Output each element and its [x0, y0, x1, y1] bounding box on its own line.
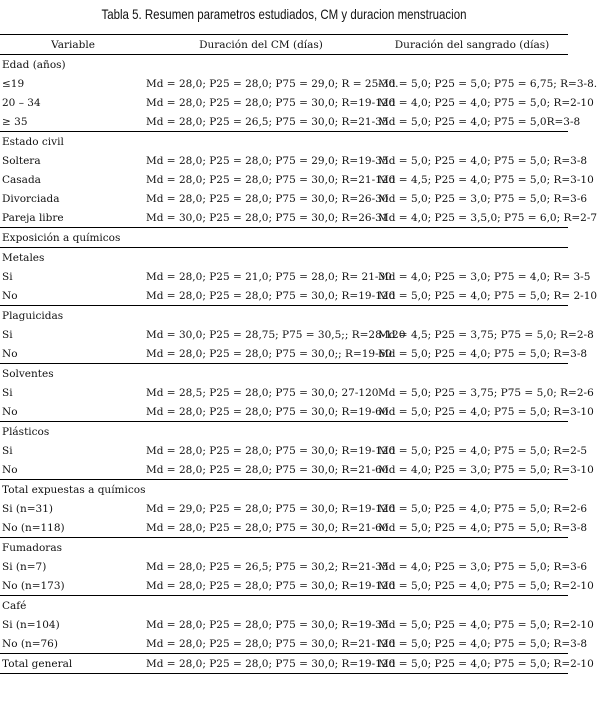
cell-cm-duration: Md = 28,0; P25 = 26,5; P75 = 30,2; R=21-35: [146, 560, 389, 573]
cell-variable: 20 – 34: [2, 96, 41, 109]
cell-variable: No: [2, 289, 18, 302]
cell-cm-duration: Md = 28,0; P25 = 28,0; P75 = 30,0; R=19-120: [146, 654, 376, 674]
cell-variable: Pareja libre: [2, 211, 64, 224]
cell-variable: Si: [2, 328, 13, 341]
table-row: [0, 344, 568, 364]
table-group-row: [0, 228, 568, 248]
cell-variable: Exposición a químicos: [0, 228, 146, 248]
cell-cm-duration: Md = 28,0; P25 = 28,0; P75 = 29,0; R=19-35: [146, 154, 389, 167]
cell-bleeding-duration: Md = 5,0; P25 = 4,0; P75 = 5,0; R=3-8: [378, 637, 588, 650]
cell-variable: Plaguicidas: [0, 306, 146, 326]
table-row: [0, 74, 568, 93]
cell-cm-duration: [146, 248, 376, 268]
cell-bleeding-duration: Md = 5,0; P25 = 3,75; P75 = 5,0; R=2-6: [378, 386, 594, 399]
table-row: [0, 383, 568, 402]
cell-variable: Plásticos: [0, 422, 146, 442]
cell-cm-duration: Md = 28,0; P25 = 28,0; P75 = 30,0; R=21-60: [146, 521, 389, 534]
cell-variable: Divorciada: [2, 192, 60, 205]
cell-bleeding-duration: Md = 5,0; P25 = 4,0; P75 = 5,0; R=3-8: [378, 347, 588, 360]
header-cm-duration: Duración del CM (días): [146, 35, 376, 55]
cell-bleeding-duration: Md = 4,0; P25 = 3,0; P75 = 5,0; R=3-6: [378, 560, 588, 573]
cell-cm-duration: [146, 228, 376, 248]
cell-cm-duration: [146, 596, 376, 616]
cell-cm-duration: Md = 28,0; P25 = 28,0; P75 = 30,0; R=19-120: [146, 444, 396, 457]
table-row: [0, 402, 568, 422]
cell-bleeding-duration: Md = 5,0; P25 = 4,0; P75 = 5,0; R=2-10: [376, 654, 568, 674]
table-row: [0, 499, 568, 518]
header-variable: Variable: [0, 35, 146, 55]
table-row: [0, 576, 568, 596]
cell-bleeding-duration: [376, 364, 568, 384]
cell-cm-duration: [146, 538, 376, 558]
cell-bleeding-duration: Md = 5,0; P25 = 4,0; P75 = 5,0; R=3-8: [378, 154, 588, 167]
table-row: [0, 286, 568, 306]
table-row: [0, 325, 568, 344]
cell-bleeding-duration: [376, 480, 568, 500]
table-body: [0, 55, 597, 674]
table-row: [0, 189, 568, 208]
table-row: [0, 441, 568, 460]
cell-cm-duration: Md = 28,0; P25 = 28,0; P75 = 30,0; R=26-30: [146, 192, 389, 205]
cell-bleeding-duration: [376, 422, 568, 442]
cell-cm-duration: [146, 55, 376, 75]
table-row: [0, 634, 568, 654]
table-group-row: [0, 364, 568, 384]
table-row: [0, 460, 568, 480]
cell-cm-duration: [146, 422, 376, 442]
table-row: [0, 151, 568, 170]
cell-cm-duration: Md = 28,0; P25 = 28,0; P75 = 30,0; R=19-120: [146, 289, 396, 302]
cell-variable: Si (n=104): [2, 618, 60, 631]
table-row: [0, 208, 568, 228]
cell-cm-duration: Md = 28,0; P25 = 28,0; P75 = 30,0; R=21-60: [146, 463, 389, 476]
cell-cm-duration: Md = 30,0; P25 = 28,0; P75 = 30,0; R=26-31: [146, 211, 389, 224]
cell-variable: No (n=76): [2, 637, 58, 650]
cell-bleeding-duration: [376, 228, 568, 248]
cell-cm-duration: Md = 28,0; P25 = 28,0; P75 = 30,0; R=19-60: [146, 405, 389, 418]
cell-bleeding-duration: Md = 4,5; P25 = 4,0; P75 = 5,0; R=3-10: [378, 173, 594, 186]
table-row: [0, 93, 568, 112]
cell-cm-duration: [146, 364, 376, 384]
header-row: [0, 35, 568, 55]
cell-bleeding-duration: Md = 4,5; P25 = 3,75; P75 = 5,0; R=2-8: [378, 328, 594, 341]
cell-variable: Estado civil: [0, 132, 146, 152]
cell-cm-duration: Md = 28,0; P25 = 26,5; P75 = 30,0; R=21-35: [146, 115, 389, 128]
table-group-row: [0, 654, 568, 674]
cell-bleeding-duration: [376, 538, 568, 558]
cell-bleeding-duration: Md = 4,0; P25 = 3,5,0; P75 = 6,0; R=2-7: [378, 211, 597, 224]
cell-variable: Fumadoras: [0, 538, 146, 558]
cell-bleeding-duration: Md = 4,0; P25 = 4,0; P75 = 5,0; R=2-10: [378, 96, 594, 109]
cell-cm-duration: Md = 28,0; P25 = 28,0; P75 = 30,0; R=19-35: [146, 618, 389, 631]
cell-cm-duration: Md = 30,0; P25 = 28,75; P75 = 30,5;; R=28-120: [146, 328, 406, 341]
cell-variable: No: [2, 347, 18, 360]
cell-bleeding-duration: [376, 55, 568, 75]
table-row: [0, 170, 568, 189]
cell-variable: Si (n=31): [2, 502, 54, 515]
table-row: [0, 112, 568, 132]
table-row: [0, 518, 568, 538]
cell-variable: Solventes: [0, 364, 146, 384]
cell-cm-duration: [146, 306, 376, 326]
cell-cm-duration: Md = 28,0; P25 = 21,0; P75 = 28,0; R= 21-30: [146, 270, 392, 283]
summary-table: [0, 34, 597, 674]
cell-bleeding-duration: [376, 306, 568, 326]
header-bleeding-duration: Duración del sangrado (días): [376, 35, 568, 55]
cell-bleeding-duration: Md = 5,0; P25 = 4,0; P75 = 5,0; R=3-8: [378, 521, 588, 534]
cell-bleeding-duration: Md = 5,0; P25 = 5,0; P75 = 6,75; R=3-8.: [378, 77, 597, 90]
cell-variable: Café: [0, 596, 146, 616]
cell-variable: No (n=118): [2, 521, 65, 534]
cell-variable: Total expuestas a químicos: [0, 480, 146, 500]
cell-variable: Total general: [0, 654, 146, 674]
table-title: Tabla 5. Resumen parametros estudiados, CM y duracion menstruacion: [101, 6, 467, 22]
cell-cm-duration: Md = 28,0; P25 = 28,0; P75 = 30,0; R=19-120: [146, 579, 396, 592]
cell-variable: Si (n=7): [2, 560, 47, 573]
table-group-row: [0, 538, 568, 558]
cell-bleeding-duration: Md = 5,0; P25 = 4,0; P75 = 5,0; R=2-10: [378, 618, 594, 631]
cell-variable: Soltera: [2, 154, 41, 167]
table-row: [0, 557, 568, 576]
cell-bleeding-duration: Md = 5,0; P25 = 4,0; P75 = 5,0; R= 2-10: [378, 289, 597, 302]
table-group-row: [0, 306, 568, 326]
cell-bleeding-duration: Md = 4,0; P25 = 3,0; P75 = 5,0; R=3-10: [378, 463, 594, 476]
cell-variable: Metales: [0, 248, 146, 268]
cell-variable: Casada: [2, 173, 41, 186]
cell-cm-duration: Md = 28,0; P25 = 28,0; P75 = 30,0; R=19-120: [146, 96, 396, 109]
table-group-row: [0, 55, 568, 75]
table-group-row: [0, 422, 568, 442]
table-group-row: [0, 132, 568, 152]
cell-cm-duration: [146, 132, 376, 152]
cell-variable: Si: [2, 386, 13, 399]
cell-bleeding-duration: [376, 248, 568, 268]
table-group-row: [0, 480, 568, 500]
cell-variable: No (n=173): [2, 579, 65, 592]
table-row: [0, 615, 568, 634]
cell-bleeding-duration: Md = 5,0; P25 = 4,0; P75 = 5,0; R=2-6: [378, 502, 588, 515]
cell-cm-duration: [146, 480, 376, 500]
cell-bleeding-duration: Md = 5,0; P25 = 4,0; P75 = 5,0; R=3-10: [378, 405, 594, 418]
cell-variable: ≥ 35: [2, 115, 28, 128]
cell-bleeding-duration: Md = 4,0; P25 = 3,0; P75 = 4,0; R= 3-5: [378, 270, 591, 283]
cell-variable: Si: [2, 270, 13, 283]
cell-variable: Edad (años): [0, 55, 146, 75]
cell-variable: ≤19: [2, 77, 25, 90]
cell-cm-duration: Md = 28,0; P25 = 28,0; P75 = 29,0; R = 25-30.: [146, 77, 399, 90]
cell-cm-duration: Md = 28,0; P25 = 28,0; P75 = 30,0; R=21-120: [146, 637, 396, 650]
cell-variable: Si: [2, 444, 13, 457]
table-group-row: [0, 596, 568, 616]
table-row: [0, 267, 568, 286]
cell-cm-duration: Md = 28,5; P25 = 28,0; P75 = 30,0; 27-120: [146, 386, 379, 399]
cell-variable: No: [2, 463, 18, 476]
cell-bleeding-duration: [376, 132, 568, 152]
cell-bleeding-duration: Md = 5,0; P25 = 4,0; P75 = 5,0R=3-8: [378, 115, 581, 128]
cell-cm-duration: Md = 28,0; P25 = 28,0; P75 = 30,0; R=21-120: [146, 173, 396, 186]
cell-variable: No: [2, 405, 18, 418]
cell-bleeding-duration: Md = 5,0; P25 = 4,0; P75 = 5,0; R=2-5: [378, 444, 588, 457]
cell-bleeding-duration: [376, 596, 568, 616]
table-group-row: [0, 248, 568, 268]
cell-cm-duration: Md = 29,0; P25 = 28,0; P75 = 30,0; R=19-120: [146, 502, 396, 515]
cell-bleeding-duration: Md = 5,0; P25 = 3,0; P75 = 5,0; R=3-6: [378, 192, 588, 205]
cell-cm-duration: Md = 28,0; P25 = 28,0; P75 = 30,0;; R=19-60: [146, 347, 393, 360]
cell-bleeding-duration: Md = 5,0; P25 = 4,0; P75 = 5,0; R=2-10: [378, 579, 594, 592]
